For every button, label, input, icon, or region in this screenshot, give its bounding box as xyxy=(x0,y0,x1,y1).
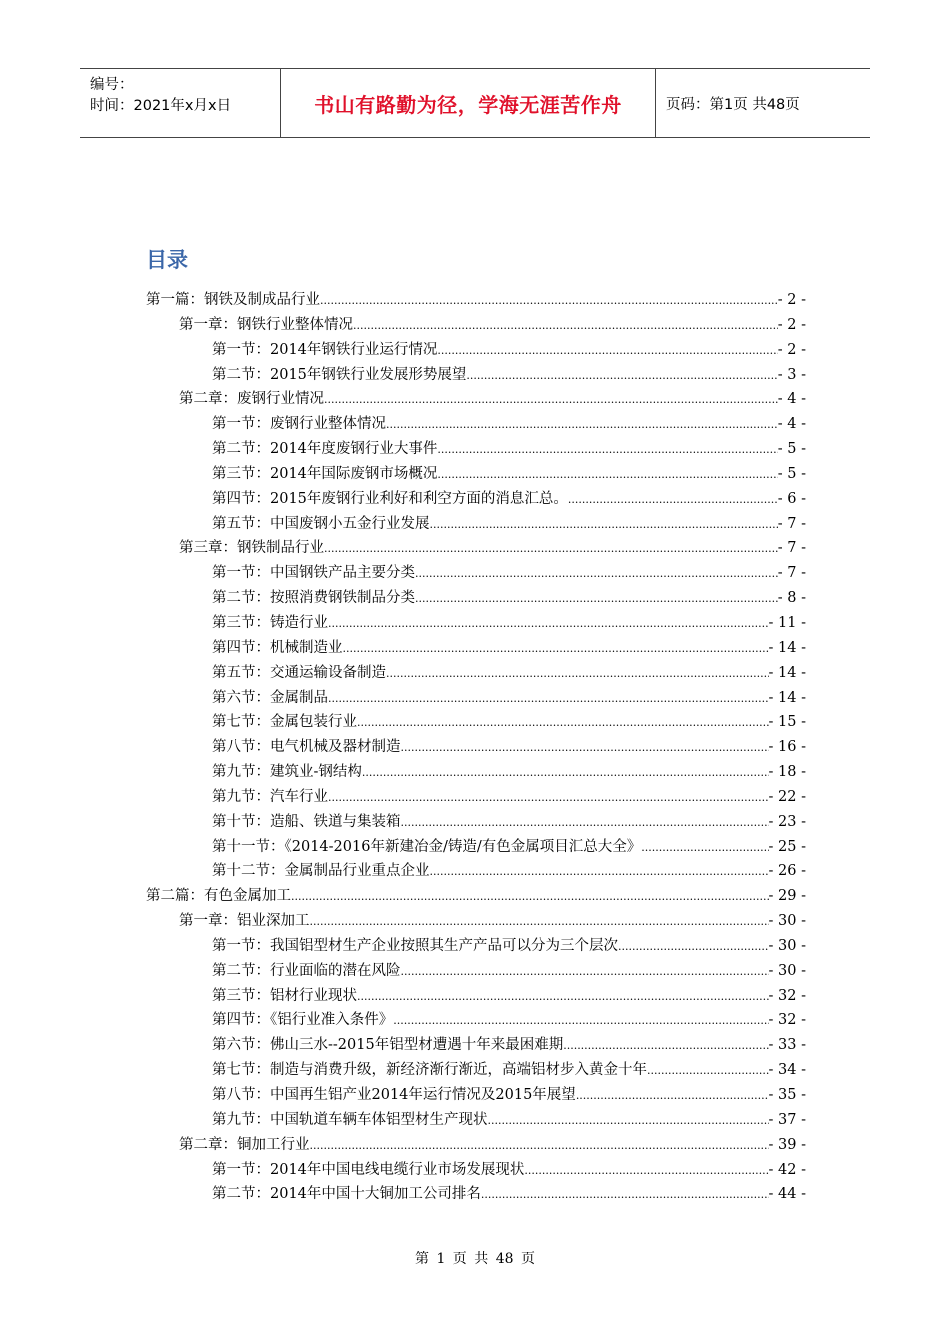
toc-entry[interactable] xyxy=(146,984,806,1009)
toc-dot-leader xyxy=(401,959,769,985)
toc-entry-text: 第四节：《铝行业准入条件》 xyxy=(212,1012,394,1029)
toc-entry[interactable] xyxy=(146,338,806,363)
toc-entry-page: - 30 - xyxy=(768,962,806,979)
toc-dot-leader xyxy=(386,661,769,687)
toc-entry[interactable] xyxy=(146,1033,806,1058)
toc-entry-page: - 2 - xyxy=(777,292,806,308)
toc-dot-leader xyxy=(466,363,777,389)
toc-dot-leader xyxy=(320,288,778,314)
toc-entry-page: - 14 - xyxy=(768,689,806,706)
toc-entry[interactable] xyxy=(146,586,806,611)
toc-entry[interactable] xyxy=(146,661,806,686)
toc-dot-leader xyxy=(430,512,778,538)
toc-entry-page: - 3 - xyxy=(777,366,806,383)
toc-dot-leader xyxy=(324,387,778,413)
toc-dot-leader xyxy=(386,412,778,438)
toc-dot-leader xyxy=(328,686,769,712)
toc-entry-page: - 44 - xyxy=(768,1186,806,1203)
toc-entry[interactable] xyxy=(146,412,806,437)
toc-entry[interactable] xyxy=(146,909,806,934)
toc-entry[interactable] xyxy=(146,735,806,760)
toc-dot-leader xyxy=(488,1108,769,1134)
toc-dot-leader xyxy=(437,437,777,463)
toc-entry[interactable] xyxy=(146,859,806,884)
toc-dot-leader xyxy=(568,487,778,513)
toc-dot-leader xyxy=(343,636,769,662)
toc-entry[interactable] xyxy=(146,1158,806,1183)
toc-entry-page: - 2 - xyxy=(777,341,806,358)
toc-entry[interactable] xyxy=(146,785,806,810)
toc-entry[interactable] xyxy=(146,884,806,909)
toc-entry-page: - 7 - xyxy=(777,515,806,532)
toc-dot-leader xyxy=(576,1083,769,1109)
toc-entry-text: 第一节：2014年钢铁行业运行情况 xyxy=(212,341,438,358)
toc-entry[interactable] xyxy=(146,959,806,984)
toc-entry[interactable] xyxy=(146,1008,806,1033)
toc-entry[interactable] xyxy=(146,1182,806,1207)
toc-entry[interactable] xyxy=(146,1083,806,1108)
toc-entry-text: 第二节：2015年钢铁行业发展形势展望 xyxy=(212,366,467,383)
toc-dot-leader xyxy=(291,884,769,910)
toc-entry-text: 第五节：交通运输设备制造 xyxy=(212,664,386,681)
toc-entry-text: 第一篇：钢铁及制成品行业 xyxy=(146,292,320,308)
toc-entry-page: - 5 - xyxy=(777,441,806,458)
toc-dot-leader xyxy=(524,1158,768,1184)
toc-entry-page: - 7 - xyxy=(777,565,806,582)
toc-dot-leader xyxy=(328,611,769,637)
toc-entry-page: - 32 - xyxy=(768,987,806,1004)
toc-entry-text: 第二节：2014年度废钢行业大事件 xyxy=(212,441,438,458)
toc-entry[interactable] xyxy=(146,760,806,785)
toc-entry-page: - 26 - xyxy=(768,863,806,880)
toc-dot-leader xyxy=(641,835,768,861)
toc-entry-text: 第七节：金属包装行业 xyxy=(212,714,357,731)
header-motto: 书山有路勤为径，学海无涯苦作舟 xyxy=(280,69,656,137)
header-meta xyxy=(80,69,280,137)
toc-dot-leader xyxy=(401,735,769,761)
toc-dot-leader xyxy=(618,934,769,960)
toc-entry-text: 第四节：机械制造业 xyxy=(212,639,343,656)
toc-dot-leader xyxy=(328,785,769,811)
toc-entry-text: 第九节：中国轨道车辆车体铝型材生产现状 xyxy=(212,1111,488,1128)
toc-entry[interactable] xyxy=(146,363,806,388)
toc-entry[interactable] xyxy=(146,487,806,512)
toc-dot-leader xyxy=(563,1033,768,1059)
toc-entry-page: - 8 - xyxy=(777,590,806,607)
toc-dot-leader xyxy=(437,462,777,488)
toc-entry-page: - 32 - xyxy=(768,1012,806,1029)
toc-dot-leader xyxy=(353,313,778,339)
toc-entry-text: 第十一节：《2014-2016年新建冶金/铸造/有色金属项目汇总大全》 xyxy=(212,838,642,855)
toc-entry-text: 第三节：2014年国际废钢市场概况 xyxy=(212,465,438,482)
toc-entry[interactable] xyxy=(146,1058,806,1083)
toc-entry-page: - 22 - xyxy=(768,788,806,805)
header-page-info: 页码：第1页 共48页 xyxy=(666,96,800,113)
toc-entry-page: - 30 - xyxy=(768,937,806,954)
toc-entry-text: 第一章：钢铁行业整体情况 xyxy=(179,316,353,333)
toc-entry-page: - 6 - xyxy=(777,490,806,507)
toc-entry[interactable] xyxy=(146,636,806,661)
toc-dot-leader xyxy=(415,586,778,612)
toc-entry[interactable] xyxy=(146,934,806,959)
toc-entry-page: - 14 - xyxy=(768,639,806,656)
toc-entry-page: - 4 - xyxy=(777,391,806,408)
toc-entry-text: 第六节：佛山三水--2015年铝型材遭遇十年来最困难期 xyxy=(212,1037,564,1054)
toc-entry-page: - 4 - xyxy=(777,416,806,433)
toc-dot-leader xyxy=(415,561,778,587)
toc-entry-text: 第二篇：有色金属加工 xyxy=(146,888,291,905)
time-label: 时间：2021年x月x日 xyxy=(90,98,232,114)
toc-entry-page: - 37 - xyxy=(768,1111,806,1128)
toc-entry-text: 第五节：中国废钢小五金行业发展 xyxy=(212,515,430,532)
toc-entry-text: 第三节：铝材行业现状 xyxy=(212,987,357,1004)
toc-entry-page: - 30 - xyxy=(768,913,806,930)
toc-dot-leader xyxy=(401,810,769,836)
table-of-contents xyxy=(146,288,806,1207)
toc-dot-leader xyxy=(393,1008,768,1034)
toc-entry[interactable] xyxy=(146,462,806,487)
toc-entry-text: 第八节：电气机械及器材制造 xyxy=(212,739,401,756)
toc-entry-text: 第一节：我国铝型材生产企业按照其生产产品可以分为三个层次 xyxy=(212,937,618,954)
toc-entry-text: 第十二节：金属制品行业重点企业 xyxy=(212,863,430,880)
toc-entry-text: 第六节：金属制品 xyxy=(212,689,328,706)
toc-entry-text: 第一章：铝业深加工 xyxy=(179,913,310,930)
toc-entry-text: 第二章：铜加工行业 xyxy=(179,1136,310,1153)
toc-entry[interactable] xyxy=(146,437,806,462)
toc-entry-text: 第九节：汽车行业 xyxy=(212,788,328,805)
toc-entry-page: - 35 - xyxy=(768,1087,806,1103)
toc-entry-page: - 11 - xyxy=(768,614,806,631)
toc-entry[interactable] xyxy=(146,611,806,636)
toc-entry-page: - 7 - xyxy=(777,540,806,557)
toc-entry-text: 第十节：造船、铁道与集装箱 xyxy=(212,813,401,830)
toc-entry-text: 第八节：中国再生铝产业2014年运行情况及2015年展望 xyxy=(212,1087,576,1103)
toc-dot-leader xyxy=(362,760,769,786)
toc-entry-page: - 34 - xyxy=(768,1062,806,1079)
toc-dot-leader xyxy=(430,859,769,885)
toc-entry-page: - 39 - xyxy=(768,1136,806,1153)
toc-entry-page: - 33 - xyxy=(768,1037,806,1054)
page-header xyxy=(80,68,870,138)
page-footer: 第 1 页 共 48 页 xyxy=(415,1251,535,1267)
toc-entry-page: - 5 - xyxy=(777,465,806,482)
toc-entry-text: 第二节：行业面临的潜在风险 xyxy=(212,962,401,979)
toc-dot-leader xyxy=(481,1182,769,1208)
toc-dot-leader xyxy=(437,338,777,364)
toc-entry-page: - 15 - xyxy=(768,714,806,731)
toc-entry[interactable] xyxy=(146,536,806,561)
toc-dot-leader xyxy=(324,536,778,562)
toc-entry[interactable] xyxy=(146,835,806,860)
toc-entry-page: - 18 - xyxy=(768,764,806,781)
toc-dot-leader xyxy=(310,909,769,935)
toc-entry[interactable] xyxy=(146,810,806,835)
toc-entry[interactable] xyxy=(146,512,806,537)
toc-entry-page: - 42 - xyxy=(768,1161,806,1178)
toc-dot-leader xyxy=(357,984,769,1010)
toc-entry-text: 第三章：钢铁制品行业 xyxy=(179,540,324,557)
toc-dot-leader xyxy=(357,710,769,736)
toc-entry-page: - 16 - xyxy=(768,739,806,756)
toc-entry-text: 第三节：铸造行业 xyxy=(212,614,328,631)
toc-entry-text: 第九节：建筑业-钢结构 xyxy=(212,764,362,781)
toc-entry-page: - 2 - xyxy=(777,316,806,333)
toc-entry-page: - 23 - xyxy=(768,813,806,830)
toc-entry-text: 第一节：废钢行业整体情况 xyxy=(212,416,386,433)
toc-entry-page: - 14 - xyxy=(768,664,806,681)
toc-entry-page: - 29 - xyxy=(768,888,806,905)
toc-entry-text: 第四节：2015年废钢行业利好和利空方面的消息汇总。 xyxy=(212,490,568,507)
toc-entry-text: 第二章：废钢行业情况 xyxy=(179,391,324,408)
toc-entry[interactable] xyxy=(146,288,806,313)
toc-entry-text: 第一节：2014年中国电线电缆行业市场发展现状 xyxy=(212,1161,525,1178)
toc-entry[interactable] xyxy=(146,387,806,412)
toc-entry-page: - 25 - xyxy=(768,838,806,855)
toc-entry[interactable] xyxy=(146,561,806,586)
toc-title: 目录 xyxy=(146,248,188,272)
toc-entry-text: 第二节：按照消费钢铁制品分类 xyxy=(212,590,415,607)
toc-entry[interactable] xyxy=(146,686,806,711)
toc-entry[interactable] xyxy=(146,313,806,338)
toc-entry[interactable] xyxy=(146,1133,806,1158)
toc-dot-leader xyxy=(647,1058,769,1084)
toc-entry[interactable] xyxy=(146,1108,806,1133)
toc-entry-text: 第七节：制造与消费升级，新经济渐行渐近，高端铝材步入黄金十年 xyxy=(212,1062,647,1079)
toc-dot-leader xyxy=(310,1133,769,1159)
toc-entry-text: 第一节：中国钢铁产品主要分类 xyxy=(212,565,415,582)
toc-entry-text: 第二节：2014年中国十大铜加工公司排名 xyxy=(212,1186,481,1203)
toc-entry[interactable] xyxy=(146,710,806,735)
number-label: 编号： xyxy=(90,77,134,93)
